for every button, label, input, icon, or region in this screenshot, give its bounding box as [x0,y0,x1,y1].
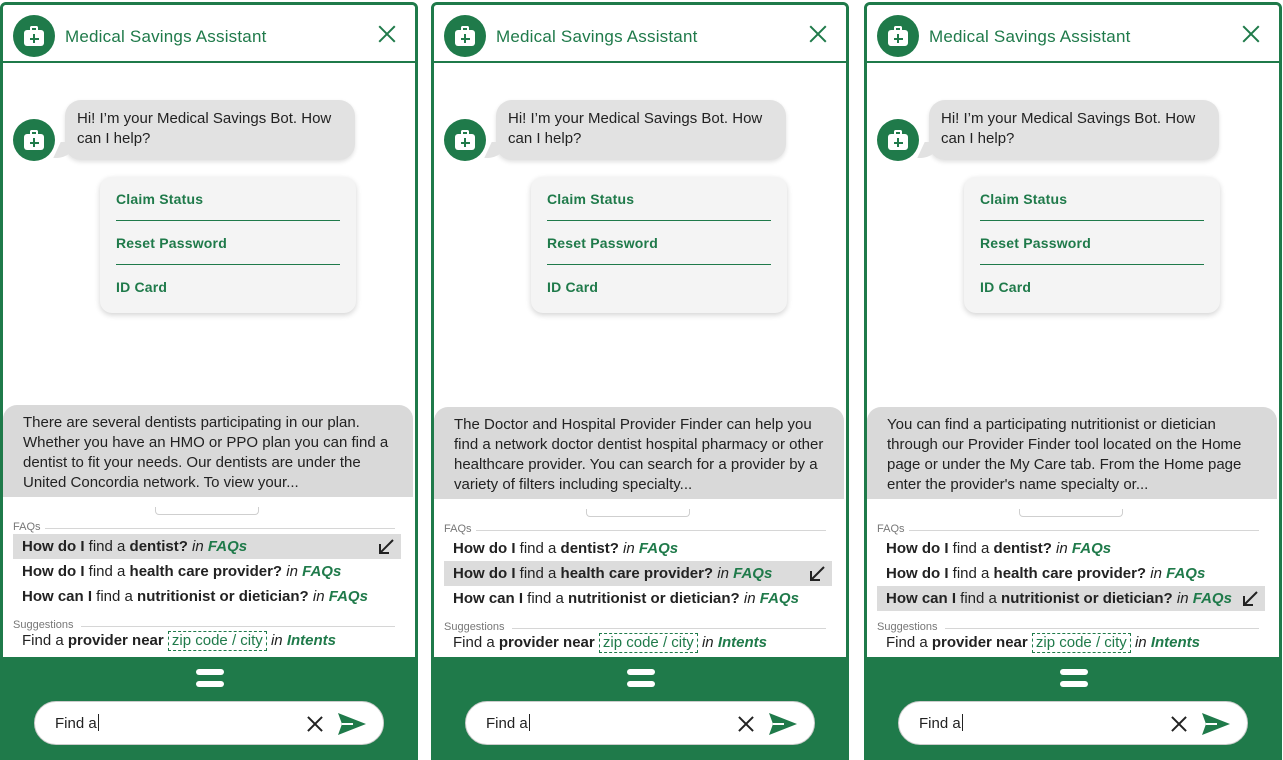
chat-title: Medical Savings Assistant [496,27,698,46]
chat-widget-2 [431,2,849,760]
drag-handle[interactable] [586,509,690,517]
menu-icon[interactable] [196,669,224,687]
quick-reply-reset-password[interactable]: Reset Password [116,221,340,265]
quick-reply-claim-status[interactable]: Claim Status [116,177,340,221]
drag-handle[interactable] [155,507,259,515]
send-icon[interactable] [337,712,367,736]
bot-greeting-bubble: Hi! I’m your Medical Savings Bot. How can I help? [496,100,786,160]
faq-suggestion-row[interactable]: How do I find a health care provider? in FAQs [22,563,342,580]
chat-widget-3 [864,2,1282,760]
suggestions-section-label: Suggestions [13,619,395,631]
bot-avatar-icon [13,119,55,161]
send-icon[interactable] [1201,712,1231,736]
close-icon[interactable] [808,24,828,44]
faq-suggestion-row[interactable]: How do I find a dentist? in FAQs [886,540,1112,557]
faq-suggestion-row[interactable]: How can I find a nutritionist or dietician? in FAQs [22,588,368,605]
faqs-section-label: FAQs [444,523,826,535]
menu-icon[interactable] [1060,669,1088,687]
bot-greeting-bubble: Hi! I’m your Medical Savings Bot. How can I help? [929,100,1219,160]
close-icon[interactable] [377,24,397,44]
message-input[interactable]: Find a [898,701,1248,745]
quick-reply-reset-password[interactable]: Reset Password [547,221,771,265]
chat-footer [867,657,1279,760]
bot-greeting-bubble: Hi! I’m your Medical Savings Bot. How can I help? [65,100,355,160]
chat-title: Medical Savings Assistant [65,27,267,46]
insert-arrow-icon[interactable] [1241,590,1259,608]
clear-input-icon[interactable] [1171,716,1187,732]
faq-suggestion-row[interactable]: How do I find a health care provider? in FAQs [886,565,1206,582]
menu-icon[interactable] [627,669,655,687]
medical-bag-logo-icon [877,15,919,57]
chat-header [434,5,846,63]
quick-reply-reset-password[interactable]: Reset Password [980,221,1204,265]
faq-suggestion-row[interactable]: How do I find a dentist? in FAQs [453,540,679,557]
clear-input-icon[interactable] [307,716,323,732]
intent-suggestion-row[interactable]: Find a provider near zip code / city in Intents [453,634,767,651]
faq-suggestion-row[interactable]: How can I find a nutritionist or dietician? in FAQs [453,590,799,607]
answer-preview: The Doctor and Hospital Provider Finder can help you find a network doctor dentist hospital pharmacy or other healthcare provider. You can search for a provider by a variety of filters including specialty... [434,407,844,499]
quick-replies-card [531,177,787,313]
quick-reply-id-card[interactable]: ID Card [116,279,168,295]
faq-suggestion-row[interactable]: How can I find a nutritionist or dietician? in FAQs [877,586,1265,611]
quick-replies-card [964,177,1220,313]
clear-input-icon[interactable] [738,716,754,732]
faqs-section-label: FAQs [13,521,395,533]
quick-reply-id-card[interactable]: ID Card [547,279,599,295]
chat-title: Medical Savings Assistant [929,27,1131,46]
insert-arrow-icon[interactable] [377,538,395,556]
chat-header [867,5,1279,63]
intent-suggestion-row[interactable]: Find a provider near zip code / city in Intents [22,632,336,649]
insert-arrow-icon[interactable] [808,565,826,583]
answer-preview: There are several dentists participating in our plan. Whether you have an HMO or PPO plan you can find a dentist to fit your needs. Our dentists are under the United Concordia network. To view your... [3,405,413,497]
faq-suggestion-row[interactable]: How do I find a dentist? in FAQs [13,534,401,559]
faqs-section-label: FAQs [877,523,1259,535]
drag-handle[interactable] [1019,509,1123,517]
faq-suggestion-row[interactable]: How do I find a health care provider? in FAQs [444,561,832,586]
answer-preview: You can find a participating nutritionist or dietician through our Provider Finder tool located on the Home page or under the My Care tab. From the Home page enter the provider's name specialty or... [867,407,1277,499]
suggestions-section-label: Suggestions [877,621,1259,633]
quick-reply-claim-status[interactable]: Claim Status [980,177,1204,221]
zip-code-slot[interactable]: zip code / city [599,633,698,653]
chat-widget-1 [0,2,418,760]
quick-replies-card [100,177,356,313]
medical-bag-logo-icon [13,15,55,57]
suggestions-section-label: Suggestions [444,621,826,633]
medical-bag-logo-icon [444,15,486,57]
chat-header [3,5,415,63]
bot-avatar-icon [877,119,919,161]
chat-footer [434,657,846,760]
quick-reply-id-card[interactable]: ID Card [980,279,1032,295]
zip-code-slot[interactable]: zip code / city [1032,633,1131,653]
send-icon[interactable] [768,712,798,736]
bot-avatar-icon [444,119,486,161]
quick-reply-claim-status[interactable]: Claim Status [547,177,771,221]
close-icon[interactable] [1241,24,1261,44]
intent-suggestion-row[interactable]: Find a provider near zip code / city in Intents [886,634,1200,651]
message-input[interactable]: Find a [465,701,815,745]
chat-footer [3,657,415,760]
message-input[interactable]: Find a [34,701,384,745]
zip-code-slot[interactable]: zip code / city [168,631,267,651]
